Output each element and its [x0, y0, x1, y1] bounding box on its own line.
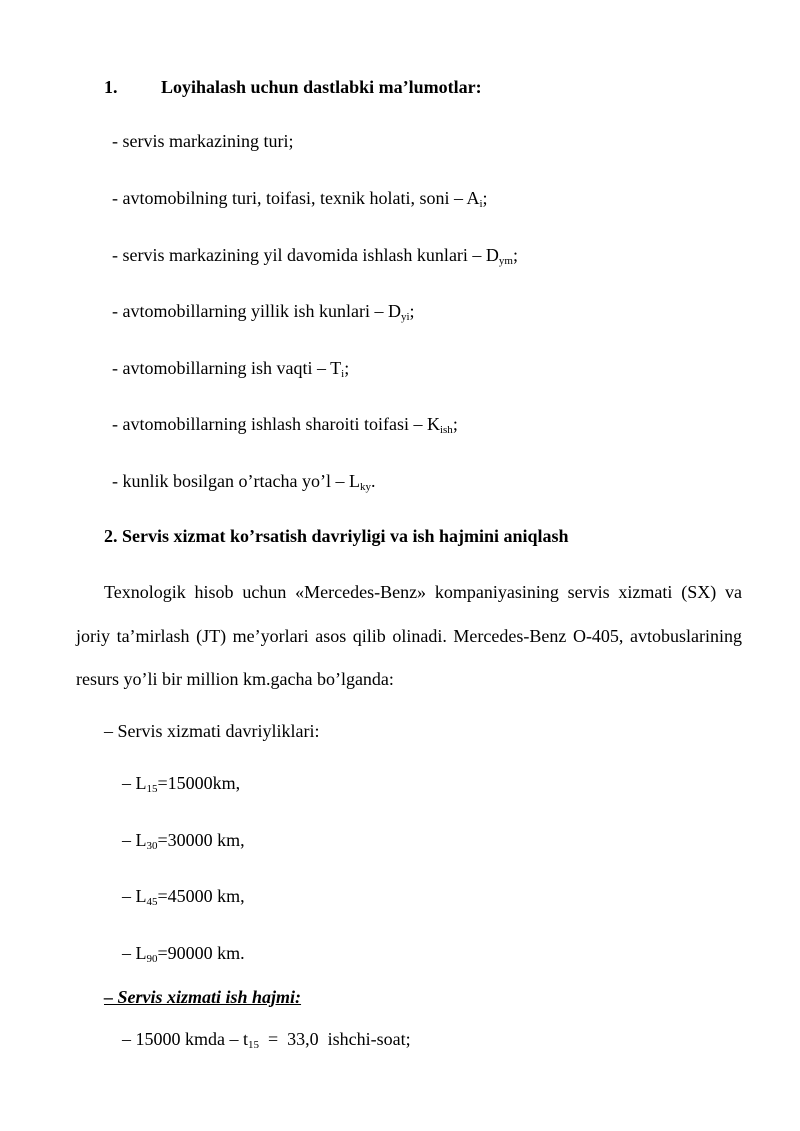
period-item: – $L_{15}=15000km$,: [122, 773, 241, 795]
list-item: - servis markazining turi;: [112, 131, 294, 151]
paragraph-line: resurs yo’li bir million km.gacha bo’lganda:: [76, 669, 394, 689]
list-item: - servis markazining yil davomida ishlash kunlari – $D_{ym}$;: [112, 245, 518, 267]
list-item: - avtomobillarning ishlash sharoiti toifasi – $K_{ish}$;: [112, 414, 458, 436]
period-item: – $L_{45}=45000$ km,: [122, 886, 245, 908]
list-item: - avtomobillarning yillik ish kunlari – $D_{yi}$;: [112, 301, 415, 323]
period-item: – $L_{30}=30000$ km,: [122, 830, 245, 852]
section-heading: Loyihalash uchun dastlabki ma’lumotlar:: [161, 77, 482, 97]
volume-title: – Servis xizmati ish hajmi:: [104, 987, 302, 1007]
list-item: - avtomobillarning ish vaqti – $T_i$;: [112, 358, 350, 380]
volume-item: – 15000 kmda – $t_{15} = 33,0$ ishchi-soat;: [122, 1029, 411, 1051]
list-item: - kunlik bosilgan o’rtacha yo’l – $L_{ky}$.: [112, 471, 376, 493]
list-item: - avtomobilning turi, toifasi, texnik holati, soni – $A_i$;: [112, 188, 488, 210]
section-heading: 2. Servis xizmat ko’rsatish davriyligi va ish hajmini aniqlash: [104, 526, 569, 546]
section-number: 1.: [104, 77, 118, 97]
periods-title: – Servis xizmati davriyliklari:: [104, 721, 320, 741]
paragraph-line: Texnologik hisob uchun «Mercedes-Benz» kompaniyasining servis xizmati (SX) va: [104, 582, 742, 602]
paragraph-line: joriy ta’mirlash (JT) me’yorlari asos qilib olinadi. Mercedes-Benz O-405, avtobuslarining: [76, 626, 742, 646]
period-item: – $L_{90}=90000$ km.: [122, 943, 245, 965]
